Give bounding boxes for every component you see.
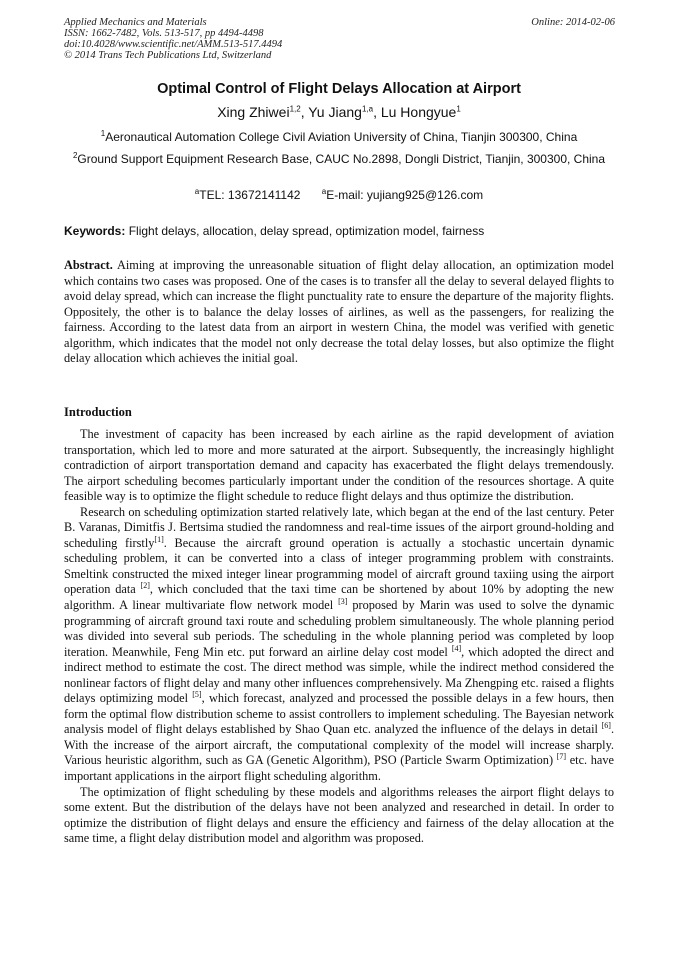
intro-paragraph-1: The investment of capacity has been increased by each airline as the rapid development of aviation transportation, which led to more and more saturated at the airport. Subsequently, the increasingly highlight contradiction of airport transportation demand and capacity has exacerbated the flight delays tremendously. The airport scheduling becomes particularly important under the condition of the resources shortage. A quite feasible way is to optimize the flight schedule to reduce flight delays and thus optimize the distribution. — [64, 427, 614, 504]
keywords-text: Flight delays, allocation, delay spread, optimization model, fairness — [128, 224, 485, 238]
copyright-line: © 2014 Trans Tech Publications Ltd, Switzerland — [64, 50, 272, 61]
author-name: Xing Zhiwei — [217, 104, 290, 120]
citation: [2] — [140, 581, 150, 591]
keywords-label: Keywords: — [64, 224, 126, 238]
author-name: Lu Hongyue — [380, 104, 457, 120]
citation: [3] — [338, 596, 348, 606]
affiliation-1: $^1$Aeronautical Automation College Civil Aviation University of China, Tianjin 300300, China — [100, 129, 578, 144]
introduction-heading: Introduction — [64, 405, 132, 419]
abstract-label: Abstract. — [64, 258, 113, 272]
author-name: Yu Jiang — [308, 104, 362, 120]
abstract — [64, 258, 614, 367]
author-sup: 1,a — [361, 104, 374, 114]
author-sup: 1,2 — [289, 104, 301, 114]
citation: [5] — [192, 690, 202, 700]
journal-name: Applied Mechanics and Materials — [64, 17, 207, 28]
telephone: $^a$TEL: 13672141142 — [194, 187, 301, 202]
email: $^a$E-mail: yujiang925@126.com — [321, 187, 484, 202]
affiliation-2: $^2$Ground Support Equipment Research Base, CAUC No.2898, Dongli District, Tianjin, 300300, China — [72, 151, 606, 166]
paper-title: Optimal Control of Flight Delays Allocation at Airport — [157, 81, 521, 97]
author-sup: 1 — [456, 104, 461, 114]
issn-line: ISSN: 1662-7482, Vols. 513-517, pp 4494-4498 — [64, 28, 264, 39]
citation: [4] — [451, 643, 462, 653]
citation: [7] — [556, 752, 567, 762]
intro-paragraph-3: The optimization of flight scheduling by these models and algorithms releases the airport flight delays to some extent. But the distribution of the delays have not been analyzed and researched in detail. In order to optimize the distribution of flight delays and ensure the efficiency and fairness of the delay allocation at the same time, a flight delay distribution model and algorithm was proposed. — [64, 784, 614, 846]
keywords — [64, 224, 484, 238]
intro-paragraph-2: Research on scheduling optimization started relatively late, which began at the end of the last century. Peter B. Varanas, Dimitfis J. Bertsima studied the randomness and real-time issues of the airport ground-holding and scheduling firstly[1]. Because the aircraft ground operation is actually a stochastic uncertain dynamic scheduling problem, it can be converted into a class of integer programming problem with constraints. Smeltink constructed the mixed integer linear programming model of aircraft ground taxiing using the airport operation data [2], which concluded that the taxi time can be shortened by about 10% by adopting the new algorithm. A linear multivariate flow network model [3] proposed by Marin was used to solve the dynamic programming of aircraft ground taxi route and scheduling problem simultaneously. The whole planning period was divided into several sub periods. The scheduling in the whole planning period was completed by loop iteration. Meanwhile, Feng Min etc. put forward an airline delay cost model [4], which adopted the direct and indirect method to estimate the cost. The direct method was simple, while the indirect method considered the nonlinear factors of flight delay and many other influences comprehensively. Ma Zhengping etc. raised a flights delays optimizing model [5], which forecast, analyzed and processed the possible delays in a few hours, then form the optimal flow distribution scheme to assist controllers to implement scheduling. The Bayesian network analysis model of flight delays established by Shao Quan etc. analyzed the influence of the delays in detail [6]. With the increase of the airport aircraft, the computational complexity of the model will increase sharply. Various heuristic algorithm, such as GA (Genetic Algorithm), PSO (Particle Swarm Optimization) [7] etc. have important applications in the airport flight scheduling algorithm. — [64, 504, 615, 784]
introduction-body — [64, 427, 614, 847]
doi-line: doi:10.4028/www.scientific.net/AMM.513-517.4494 — [64, 39, 283, 50]
citation: [1] — [154, 534, 164, 544]
abstract-text: Aiming at improving the unreasonable situation of flight delay allocation, an optimization model which contains two cases was proposed. One of the cases is to transfer all the delay to several delayed flights to avoid delay spread, which can increase the flight punctuality rate to ensure the departure of the majority flights. Oppositely, the other is to balance the delay losses of airlines, as well as the passengers, for realizing the fairness. According to the latest data from an airport in western China, the model was verified with genetic algorithm, which indicates that the model not only decrease the total delay losses, but also optimize the flight delay allocation which achieves the initial goal. — [64, 258, 614, 366]
journal-header — [64, 17, 282, 61]
online-date: Online: 2014-02-06 — [531, 17, 615, 28]
author-list: Xing Zhiwei$^{1,2}$, Yu Jiang$^{1,a}$, Lu Hongyue$^1$ — [217, 104, 461, 120]
citation: [6] — [601, 721, 611, 731]
contact-info — [0, 188, 678, 202]
